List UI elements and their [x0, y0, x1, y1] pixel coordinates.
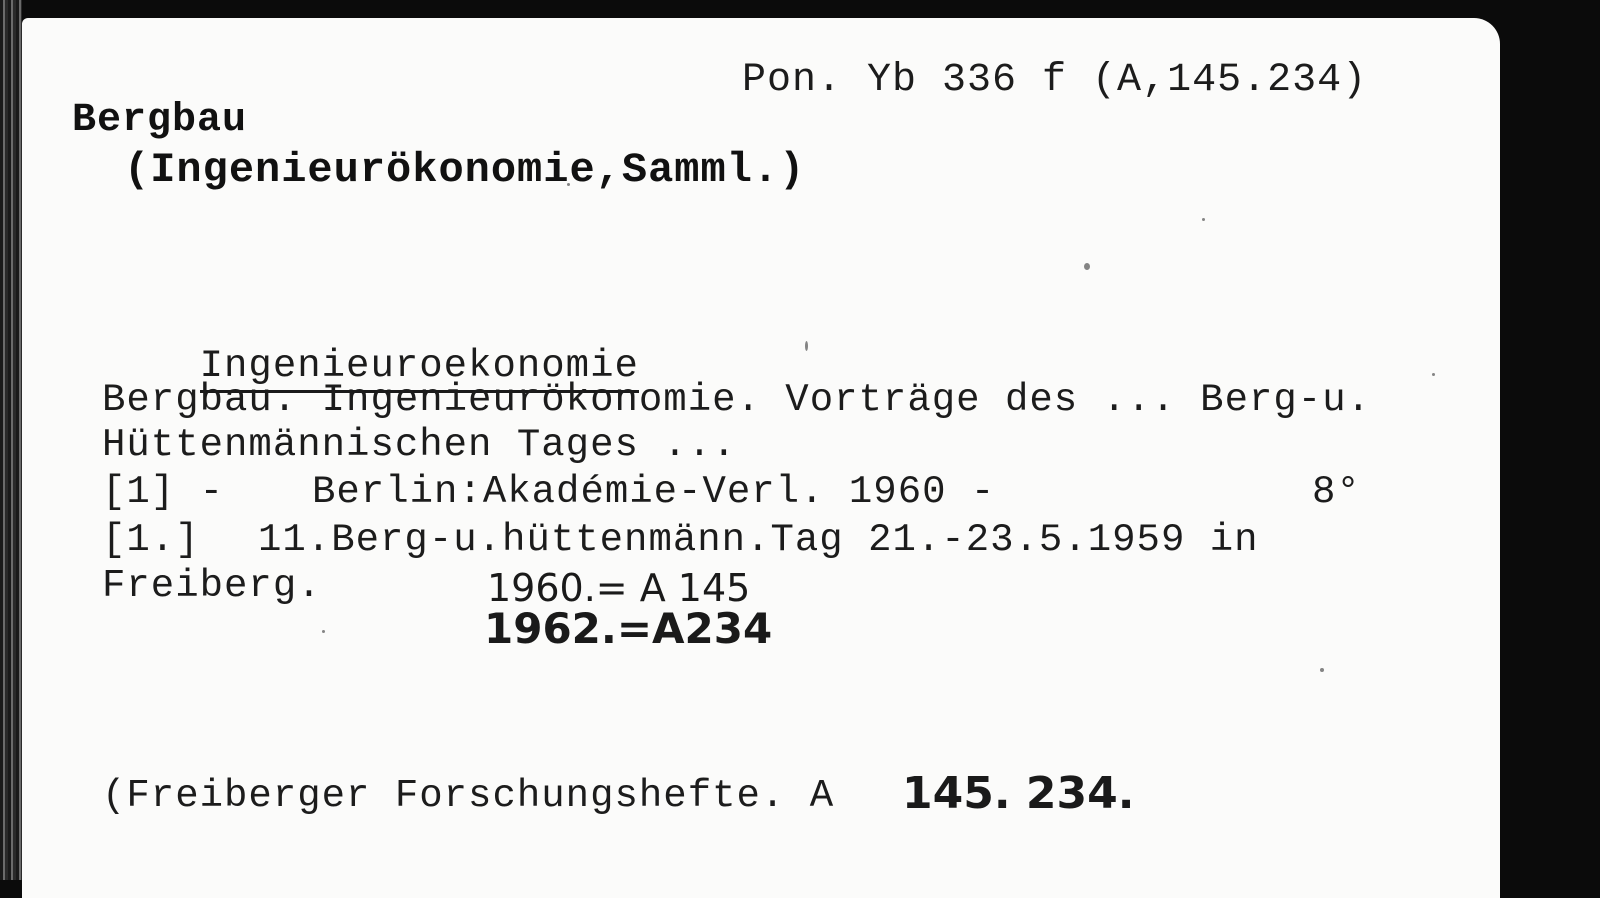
heading-line-1: Bergbau: [72, 98, 248, 143]
heading-line-2: (Ingenieurökonomie,Samml.): [124, 146, 806, 194]
volume-2-label: [1.]: [102, 518, 200, 562]
volume-1-imprint: Berlin:Akadémie-Verl. 1960 -: [312, 470, 996, 514]
call-number: Pon. Yb 336 f (A,145.234): [742, 58, 1368, 103]
volume-2-text: 11.Berg-u.hüttenmänn.Tag 21.-23.5.1959 in: [258, 518, 1259, 562]
format-size: 8°: [1312, 470, 1361, 514]
scan-edge: [0, 0, 22, 880]
title-line-1: Bergbau. Ingenieurökonomie. Vorträge des ... Berg-u.: [102, 378, 1371, 422]
series-numbers: 145. 234.: [902, 768, 1135, 819]
holding-note-1960: 1960.= A 145: [487, 566, 751, 610]
subject-text: Ingenieuroekonomie: [200, 344, 639, 393]
holding-note-1962: 1962.=A234: [484, 604, 773, 653]
title-line-2: Hüttenmännischen Tages ...: [102, 423, 737, 467]
volume-1-label: [1] -: [102, 470, 225, 514]
catalog-card: [22, 18, 1500, 898]
place-freiberg: Freiberg.: [102, 564, 322, 608]
series-text: (Freiberger Forschungshefte. A: [102, 774, 835, 818]
